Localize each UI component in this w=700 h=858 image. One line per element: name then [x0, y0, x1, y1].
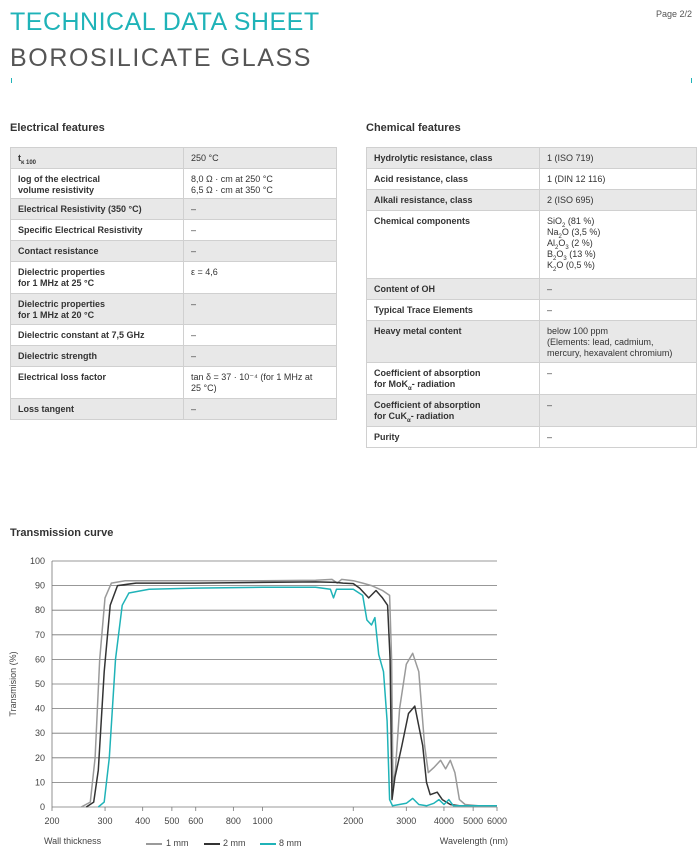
x-tick-label: 300	[97, 816, 113, 826]
y-tick-label: 70	[34, 629, 45, 640]
electrical-row-label: log of the electrical volume resistivity	[11, 169, 184, 199]
header-tick-right	[691, 78, 692, 83]
x-tick-label: 200	[44, 816, 60, 826]
electrical-row-value: –	[184, 220, 337, 241]
electrical-row-value: –	[184, 199, 337, 220]
document-title: TECHNICAL DATA SHEET	[10, 8, 320, 36]
y-axis-label: Transmision (%)	[8, 651, 18, 717]
y-tick-label: 80	[34, 605, 45, 616]
chemical-row	[367, 395, 697, 427]
electrical-row-label: Loss tangent	[11, 399, 184, 420]
wall-thickness-caption: Wall thickness	[44, 836, 102, 846]
electrical-row	[11, 367, 337, 399]
electrical-row	[11, 399, 337, 420]
chemical-row	[367, 427, 697, 448]
electrical-row	[11, 148, 337, 169]
chemical-features-title: Chemical features	[366, 122, 461, 134]
legend-swatch-8mm	[260, 843, 276, 845]
legend-label-1mm: 1 mm	[166, 838, 189, 848]
chemical-row	[367, 211, 697, 279]
chemical-row-label: Chemical components	[367, 211, 540, 279]
chemical-row-label: Coefficient of absorption for CuK$_\alpha$- radiation	[367, 395, 540, 427]
electrical-row-value: tan δ = 37 · 10⁻⁴ (for 1 MHz at 25 °C)	[184, 367, 337, 399]
chemical-row-label: Heavy metal content	[367, 321, 540, 363]
electrical-row	[11, 294, 337, 325]
y-tick-label: 10	[34, 777, 45, 788]
electrical-row-label: Electrical Resistivity (350 °C)	[11, 199, 184, 220]
chemical-row-label: Alkali resistance, class	[367, 190, 540, 211]
chemical-row-label: Purity	[367, 427, 540, 448]
y-tick-label: 60	[34, 654, 45, 665]
header-tick-left	[11, 78, 12, 83]
chemical-row	[367, 190, 697, 211]
chemical-row-value: SiO$_2$ (81 %) $Na_2O$ (3,5 %) $Al_2O_3$ (2 %) $B_2O_3$ (13 %) $K_2O$ (0,5 %)	[540, 211, 697, 279]
chemical-row	[367, 321, 697, 363]
x-axis-label: Wavelength (nm)	[439, 836, 508, 846]
y-tick-label: 40	[34, 703, 45, 714]
electrical-row-label: Dielectric properties for 1 MHz at 25 °C	[11, 262, 184, 294]
x-tick-label: 6000	[486, 816, 508, 826]
electrical-row-label: Dielectric strength	[11, 346, 184, 367]
electrical-row	[11, 241, 337, 262]
chemical-row-value: –	[540, 279, 697, 300]
page-number: Page 2/2	[656, 9, 693, 19]
x-tick-label: 600	[188, 816, 204, 826]
electrical-row-value: –	[184, 325, 337, 346]
chemical-row-value: –	[540, 300, 697, 321]
chemical-row-label: Typical Trace Elements	[367, 300, 540, 321]
chemical-row-value: –	[540, 427, 697, 448]
chemical-features-table	[366, 147, 697, 448]
y-tick-label: 100	[29, 556, 45, 566]
chemical-row-value: –	[540, 363, 697, 395]
series-line-2mm	[86, 582, 497, 807]
chemical-row	[367, 279, 697, 300]
x-tick-label: 1000	[252, 816, 273, 826]
chemical-row-value: 1 (ISO 719)	[540, 148, 697, 169]
legend-swatch-1mm	[146, 843, 162, 845]
chemical-row	[367, 169, 697, 190]
electrical-row	[11, 346, 337, 367]
electrical-row	[11, 220, 337, 241]
chemical-row-label: Coefficient of absorption for MoK$_\alpha$- radiation	[367, 363, 540, 395]
chemical-row-label: Acid resistance, class	[367, 169, 540, 190]
x-tick-label: 2000	[343, 816, 364, 826]
electrical-row-label: Contact resistance	[11, 241, 184, 262]
x-tick-label: 3000	[396, 816, 417, 826]
y-tick-label: 90	[34, 580, 45, 591]
electrical-row-label: $t_{\kappa 100}$	[11, 148, 184, 169]
electrical-row-label: Dielectric properties for 1 MHz at 20 °C	[11, 294, 184, 325]
electrical-row	[11, 262, 337, 294]
electrical-row-value: ε = 4,6	[184, 262, 337, 294]
electrical-row-value: 8,0 Ω · cm at 250 °C 6,5 Ω · cm at 350 °C	[184, 169, 337, 199]
x-tick-label: 500	[164, 816, 180, 826]
electrical-row-value: –	[184, 399, 337, 420]
chemical-row-value: 2 (ISO 695)	[540, 190, 697, 211]
chemical-row	[367, 300, 697, 321]
electrical-row-label: Dielectric constant at 7,5 GHz	[11, 325, 184, 346]
electrical-row-value: –	[184, 294, 337, 325]
legend-label-2mm: 2 mm	[223, 838, 246, 848]
x-tick-label: 400	[135, 816, 151, 826]
electrical-features-table	[10, 147, 337, 420]
electrical-row-value: –	[184, 346, 337, 367]
chemical-row-value: below 100 ppm (Elements: lead, cadmium, mercury, hexavalent chromium)	[540, 321, 697, 363]
electrical-row-label: Electrical loss factor	[11, 367, 184, 399]
chemical-row	[367, 363, 697, 395]
product-title: BOROSILICATE GLASS	[10, 44, 313, 72]
electrical-row	[11, 169, 337, 199]
chemical-row-label: Hydrolytic resistance, class	[367, 148, 540, 169]
electrical-row	[11, 325, 337, 346]
electrical-row-value: 250 °C	[184, 148, 337, 169]
y-tick-label: 0	[39, 802, 45, 812]
y-tick-label: 30	[34, 728, 45, 739]
electrical-row-label: Specific Electrical Resistivity	[11, 220, 184, 241]
series-line-1mm	[81, 579, 497, 807]
chart-title: Transmission curve	[10, 527, 114, 539]
chemical-row	[367, 148, 697, 169]
electrical-features-title: Electrical features	[10, 122, 105, 134]
y-tick-label: 20	[34, 752, 45, 763]
x-tick-label: 800	[225, 816, 241, 826]
chemical-row-value: –	[540, 395, 697, 427]
x-tick-label: 4000	[433, 816, 454, 826]
legend-swatch-2mm	[204, 843, 220, 845]
legend-label-8mm: 8 mm	[279, 838, 302, 848]
chemical-row-label: Content of OH	[367, 279, 540, 300]
chemical-row-value: 1 (DIN 12 116)	[540, 169, 697, 190]
transmission-chart	[0, 527, 700, 858]
y-tick-label: 50	[34, 679, 45, 689]
x-tick-label: 5000	[463, 816, 484, 826]
electrical-row	[11, 199, 337, 220]
series-line-8mm	[98, 587, 497, 807]
electrical-row-value: –	[184, 241, 337, 262]
